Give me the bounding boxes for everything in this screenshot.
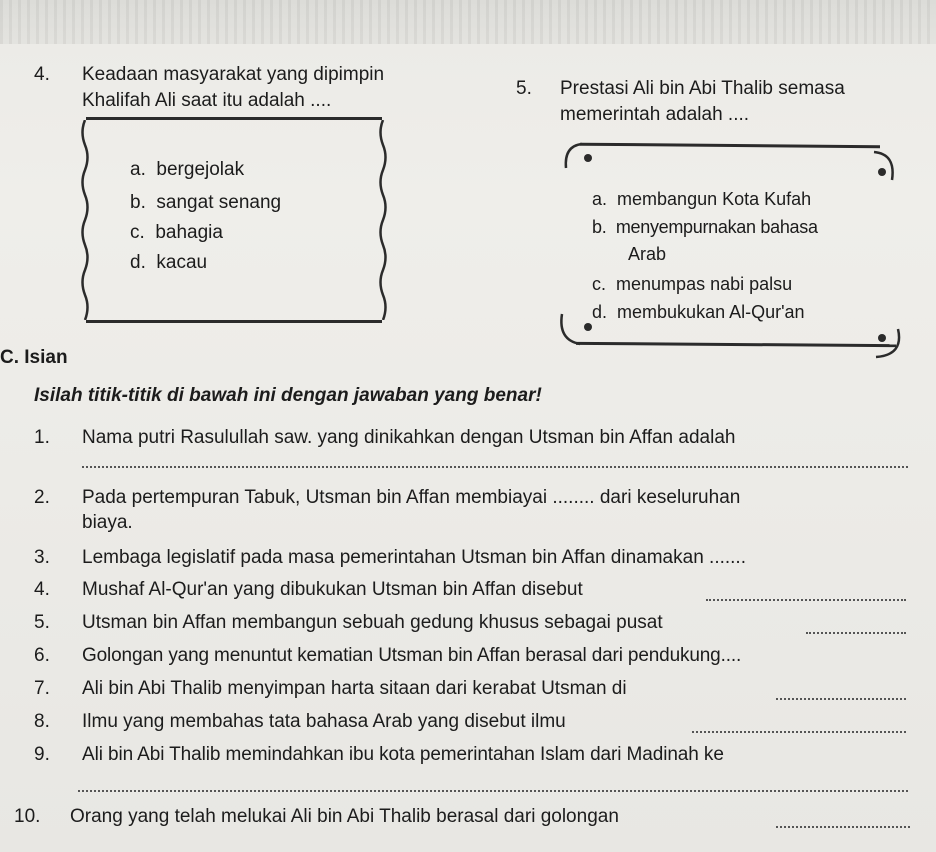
item-number: 10. — [14, 806, 41, 827]
item-5-text: Utsman bin Affan membangun sebuah gedung khusus sebagai pusat — [82, 612, 663, 633]
option-letter: d. — [130, 252, 146, 273]
item-number: 3. — [34, 547, 50, 568]
answer-blank[interactable] — [692, 731, 906, 733]
q5-option-a[interactable] — [592, 188, 811, 210]
option-letter: a. — [592, 189, 608, 209]
item-number: 8. — [34, 711, 50, 732]
bullet-dot — [878, 168, 886, 176]
option-text: menyempurnakan bahasa — [615, 217, 818, 237]
section-c-heading: C. Isian — [0, 347, 68, 368]
option-text: bahagia — [155, 222, 223, 243]
q4-question-line1: Keadaan masyarakat yang dipimpin — [82, 64, 385, 85]
section-c-instruction: Isilah titik-titik di bawah ini dengan jawaban yang benar! — [34, 385, 542, 406]
q4-option-a[interactable] — [130, 159, 244, 181]
answer-blank[interactable] — [82, 466, 908, 468]
answer-blank[interactable] — [776, 698, 906, 700]
q5-number: 5. — [516, 78, 532, 99]
q5-option-b[interactable] — [592, 216, 818, 238]
box-right-border — [378, 120, 388, 320]
q5-option-b-cont: Arab — [628, 244, 667, 264]
answer-blank[interactable] — [806, 632, 906, 634]
item-7-text: Ali bin Abi Thalib menyimpan harta sitaan dari kerabat Utsman di — [82, 678, 627, 699]
item-1-text: Nama putri Rasulullah saw. yang dinikahkan dengan Utsman bin Affan adalah — [82, 427, 736, 448]
answer-blank[interactable] — [706, 599, 906, 601]
item-number: 9. — [34, 744, 50, 765]
item-number: 4. — [34, 579, 50, 600]
item-number: 6. — [34, 645, 50, 666]
q5-option-c[interactable] — [592, 273, 792, 295]
option-text: bergejolak — [156, 159, 245, 180]
option-text: membangun Kota Kufah — [617, 189, 812, 209]
q4-number: 4. — [34, 64, 50, 85]
option-text: membukukan Al-Qur'an — [617, 302, 805, 322]
q5-option-d[interactable] — [592, 301, 805, 323]
item-4-text: Mushaf Al-Qur'an yang dibukukan Utsman bin Affan disebut — [82, 579, 583, 600]
item-3-text: Lembaga legislatif pada masa pemerintahan Utsman bin Affan dinamakan ....... — [82, 547, 746, 568]
item-number: 7. — [34, 678, 50, 699]
item-number: 5. — [34, 612, 50, 633]
answer-blank[interactable] — [776, 826, 910, 828]
option-text: sangat senang — [156, 192, 282, 213]
q4-option-d[interactable] — [130, 252, 207, 274]
item-number: 1. — [34, 427, 50, 448]
box-left-border — [80, 120, 90, 320]
item-2-text-cont: biaya. — [82, 512, 133, 533]
box-corner-curl — [556, 310, 586, 350]
box-corner-curl — [870, 325, 910, 365]
bullet-dot — [878, 334, 886, 342]
bullet-dot — [584, 154, 592, 162]
page-top-edge — [0, 0, 936, 44]
item-9-text: Ali bin Abi Thalib memindahkan ibu kota pemerintahan Islam dari Madinah ke — [82, 744, 724, 765]
answer-blank[interactable] — [78, 790, 908, 792]
q4-option-c[interactable] — [130, 222, 223, 244]
item-8-text: Ilmu yang membahas tata bahasa Arab yang disebut ilmu — [82, 711, 566, 732]
option-letter: b. — [592, 217, 607, 237]
option-letter: c. — [592, 274, 607, 294]
option-letter: d. — [592, 302, 608, 322]
option-letter: a. — [130, 159, 146, 180]
q5-question-line2: memerintah adalah .... — [560, 104, 750, 125]
q5-question-line1: Prestasi Ali bin Abi Thalib semasa — [560, 78, 845, 99]
q4-question-line2: Khalifah Ali saat itu adalah .... — [82, 90, 332, 111]
bullet-dot — [584, 323, 592, 331]
option-text: menumpas nabi palsu — [616, 274, 793, 294]
option-text: kacau — [156, 252, 208, 273]
q4-options-box — [86, 117, 382, 323]
option-letter: b. — [130, 192, 146, 213]
item-2-text: Pada pertempuran Tabuk, Utsman bin Affan membiayai ........ dari keseluruhan — [82, 487, 741, 508]
item-number: 2. — [34, 487, 50, 508]
option-letter: c. — [130, 222, 145, 243]
item-10-text: Orang yang telah melukai Ali bin Abi Thalib berasal dari golongan — [70, 806, 619, 827]
item-6-text: Golongan yang menuntut kematian Utsman bin Affan berasal dari pendukung.... — [82, 645, 742, 666]
q4-option-b[interactable] — [130, 192, 281, 214]
